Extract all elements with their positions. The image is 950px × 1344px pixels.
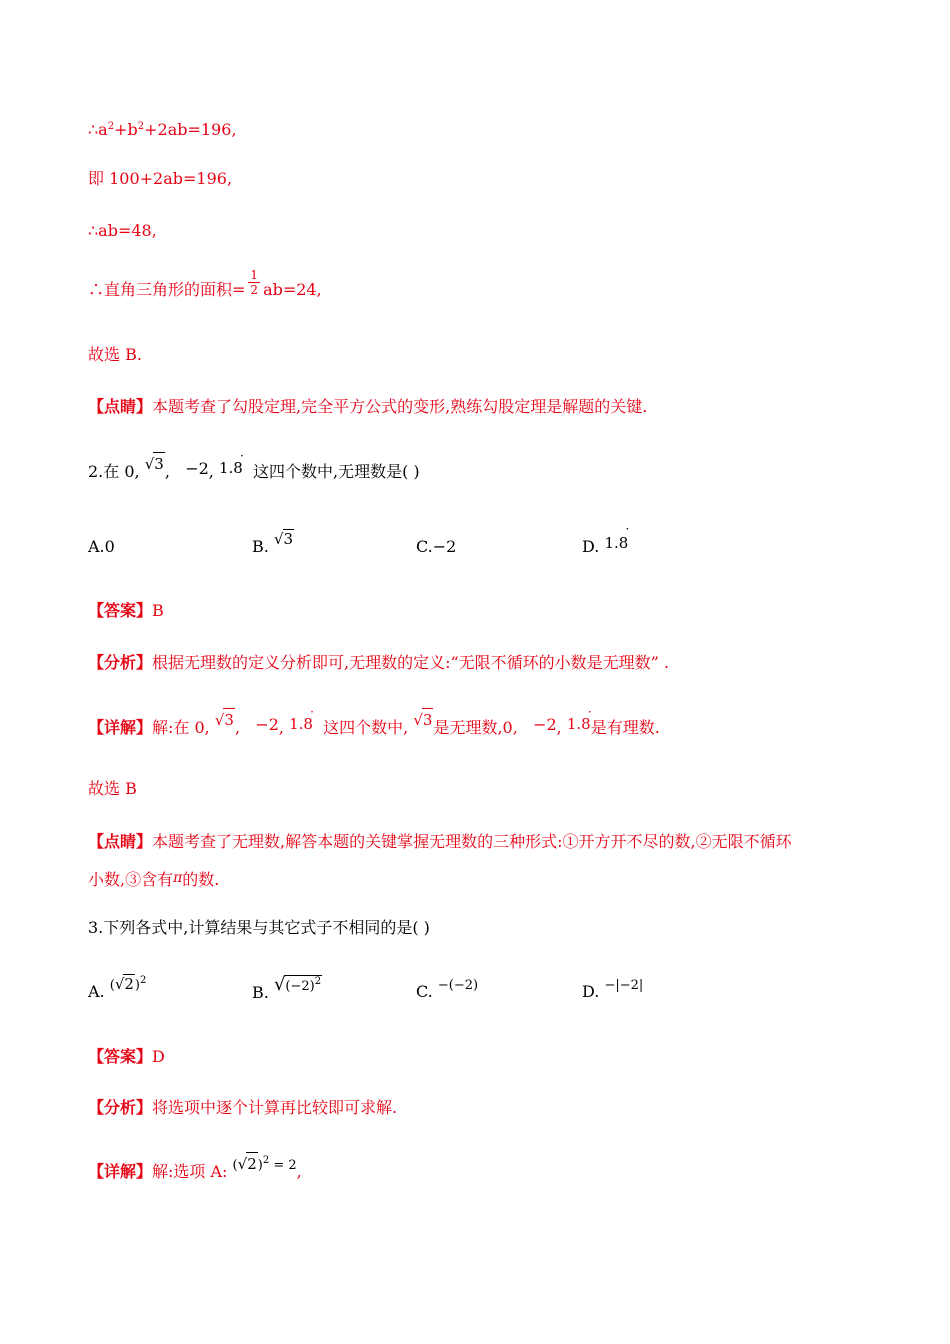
analysis-tag: 【分析】 [88, 1098, 153, 1117]
radicand-inner: (−2) [285, 979, 315, 994]
detail-text: 解:选项 A: [152, 1162, 228, 1181]
repeating-number: 1.8 [604, 534, 629, 552]
option-label: B. [252, 983, 269, 1002]
answer-value: D [152, 1047, 165, 1066]
choice-statement [88, 344, 142, 366]
superscript: 2 [262, 1155, 270, 1166]
question-text: 这四个数中,无理数是( ) [253, 462, 420, 481]
sqrt-3: √3 [145, 452, 165, 475]
tip-tag: 【点睛】 [88, 832, 153, 851]
answer-2 [88, 600, 164, 622]
radicand: 3 [153, 452, 165, 475]
sqrt-3: √3 [413, 708, 433, 731]
tip-text: 本题考查了无理数,解答本题的关键掌握无理数的三种形式:①开方开不尽的数,②无限不循环 [152, 832, 792, 851]
analysis-text: 将选项中逐个计算再比较即可求解. [152, 1098, 398, 1117]
tip-text: 本题考查了勾股定理,完全平方公式的变形,熟练勾股定理是解题的关键. [152, 397, 648, 416]
radicand: 2 [124, 975, 134, 993]
repeating-number: 1.8 [218, 459, 243, 477]
expr-sqrt-neg2-squared [273, 974, 322, 995]
equals-value: = 2 [273, 1158, 297, 1173]
detail-3 [88, 1155, 302, 1185]
paren: ) [257, 1158, 263, 1173]
q2-option-a[interactable] [88, 537, 115, 556]
q3-option-c[interactable] [416, 978, 479, 1001]
step-text: 故选 B [88, 779, 137, 798]
superscript: 2 [314, 976, 322, 987]
repeat-dot: · [310, 705, 314, 719]
repeating-1-8 [289, 705, 314, 735]
analysis-text: 根据无理数的定义分析即可,无理数的定义:“无限不循环的小数是无理数” . [152, 653, 670, 672]
tip-text: 的数. [182, 870, 220, 889]
tip-text: 小数,③含有 [88, 870, 174, 889]
option-label: C. [416, 982, 433, 1001]
step-text: ab=24, [263, 280, 322, 299]
detail-tag: 【详解】 [88, 718, 153, 737]
step-text: ∴直角三角形的面积= [88, 280, 246, 299]
answer-3 [88, 1046, 165, 1068]
sqrt-3: √3 [273, 530, 294, 548]
radicand: 3 [283, 530, 294, 548]
choice-statement-2 [88, 778, 137, 800]
detail-2 [88, 705, 660, 739]
answer-value: B [152, 601, 164, 620]
expr-neg-neg2: −(−2) [437, 978, 479, 993]
answer-tag: 【答案】 [88, 601, 153, 620]
option-text: C.−2 [416, 537, 457, 556]
step-ab [88, 220, 157, 242]
repeating-1-8 [218, 449, 244, 479]
separator: , [234, 718, 241, 737]
superscript: 2 [140, 975, 147, 986]
tip-line-1 [88, 823, 868, 861]
step-text: 即 100+2ab=196, [88, 169, 233, 188]
separator: , [208, 462, 214, 481]
question-text: 3.下列各式中,计算结果与其它式子不相同的是( ) [88, 918, 430, 937]
option-label: A. [88, 982, 105, 1001]
separator: , [556, 718, 562, 737]
radicand: 3 [223, 708, 235, 731]
fraction-denominator: 2 [250, 283, 259, 297]
detail-text: , [296, 1162, 302, 1181]
q2-option-c[interactable] [416, 537, 456, 556]
analysis-tag: 【分析】 [88, 653, 153, 672]
q3-option-d[interactable] [582, 978, 644, 1001]
sqrt-2: √2 [238, 1152, 258, 1175]
step-text: ∴ab=48, [88, 221, 157, 240]
tip-tag: 【点睛】 [88, 397, 153, 416]
analysis-3 [88, 1097, 397, 1119]
question-2 [88, 449, 420, 483]
detail-text: 是无理数,0, [433, 718, 518, 737]
q2-option-b[interactable] [252, 530, 294, 556]
repeat-dot: · [625, 522, 630, 536]
step-text: ∴a [88, 120, 108, 139]
expr-sqrt2-squared-eq-2 [232, 1155, 297, 1173]
paren: ( [109, 978, 115, 993]
step-area [88, 268, 322, 305]
detail-text: 这四个数中, [323, 718, 409, 737]
sqrt-expr: √(−2)2 [273, 974, 322, 995]
superscript: 2 [137, 121, 145, 132]
question-3 [88, 917, 430, 939]
tip-2 [88, 823, 868, 900]
radicand: 2 [246, 1152, 258, 1175]
number-neg2: −2 [533, 715, 557, 734]
repeating-1-8 [566, 705, 592, 735]
tip-line-2 [88, 861, 868, 900]
repeat-dot: · [587, 705, 592, 719]
detail-text: 解:在 0, [152, 718, 210, 737]
separator: , [278, 718, 285, 737]
number-neg2: −2 [185, 459, 209, 478]
repeating-1-8 [604, 522, 630, 552]
expr-neg-abs-neg2: −|−2| [604, 978, 644, 993]
pi-symbol: π [173, 870, 183, 886]
sqrt-3: √3 [215, 708, 235, 731]
paren: ( [232, 1158, 238, 1173]
question-text: 2.在 0, [88, 462, 140, 481]
q3-option-a[interactable] [88, 975, 147, 1001]
detail-text: 是有理数. [590, 718, 660, 737]
detail-tag: 【详解】 [88, 1162, 153, 1181]
step-substitute [88, 168, 232, 190]
option-label: D. [582, 537, 600, 556]
expr-sqrt2-squared [109, 975, 147, 993]
analysis-2 [88, 652, 669, 674]
paren: ) [134, 978, 140, 993]
separator: , [164, 462, 170, 481]
q2-option-d[interactable] [582, 522, 630, 556]
option-text: A.0 [88, 537, 115, 556]
repeating-number: 1.8 [566, 715, 591, 733]
option-label: D. [582, 982, 600, 1001]
radicand [284, 975, 322, 994]
step-expand-square [88, 116, 237, 141]
superscript: 2 [107, 121, 115, 132]
step-text: +2ab=196, [144, 120, 237, 139]
number-neg2: −2 [255, 715, 279, 734]
fraction-numerator: 1 [250, 268, 259, 282]
tip-1 [88, 396, 647, 418]
option-label: B. [252, 537, 269, 556]
repeat-dot: · [240, 449, 244, 463]
step-text: 故选 B. [88, 345, 142, 364]
answer-tag: 【答案】 [88, 1047, 153, 1066]
radicand: 3 [422, 708, 434, 731]
sqrt-2: √2 [114, 975, 134, 993]
fraction-half [248, 268, 260, 297]
q3-option-b[interactable] [252, 974, 322, 1003]
step-text: +b [114, 120, 138, 139]
repeating-number: 1.8 [289, 715, 313, 733]
